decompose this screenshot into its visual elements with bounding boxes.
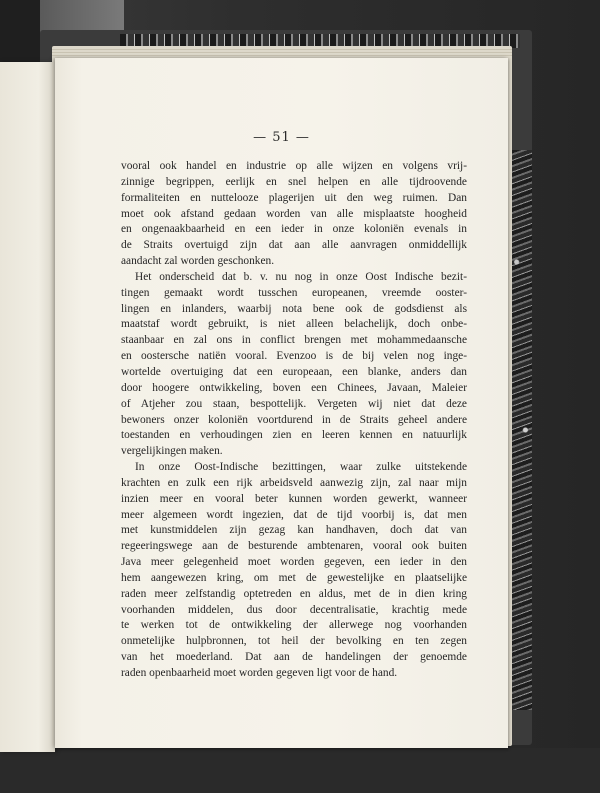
paragraph-3 — [121, 460, 467, 682]
text-line: maatstaf wordt gebruikt, is niet alleen belachelijk, doch onbe- — [121, 318, 467, 331]
text-line: meer algemeen wordt ingezien, dat de tijd voorbij is, dat men — [121, 508, 467, 521]
text-line: regeeringswege aan de besturende ambtenaren, vooral ook buiten — [121, 540, 467, 553]
left-page — [0, 62, 55, 752]
text-line: van het moederland. Dat aan de handelingen der genoemde — [121, 651, 467, 664]
text-line: formaliteiten en nuttelooze plagerijen uit den weg ruimen. Dan — [121, 191, 467, 204]
text-line: aandacht zal worden geschonken. — [121, 255, 275, 268]
text-line: bewoners onzer koloniën voortdurend in de Straits geheel andere — [121, 413, 467, 426]
text-line: raden openbaarheid moet worden gegeven ligt voor de hand. — [121, 667, 398, 679]
text-line: raden meer zelfstandig optetreden en aldus, met de in dien kring — [121, 587, 467, 600]
text-line: of Atjeher zou staan, bespottelijk. Vergeten wij niet dat deze — [121, 397, 467, 410]
text-line: vergelijkingen maken. — [121, 445, 223, 458]
text-line: wortelde overtuiging dat een europeaan, een blanke, anders dan — [121, 365, 467, 378]
text-line: toestanden en verhoudingen zien en leeren kennen en natuurlijk — [121, 429, 467, 442]
marbled-edge-side — [510, 150, 532, 710]
text-line: en ongenaakbaarheid en een ieder in onze koloniën evenals in — [121, 223, 467, 236]
text-line: inzien meer en vooral beter kunnen worden gewerkt, wanneer — [121, 492, 467, 505]
text-line: vooral ook handel en industrie op alle wijzen en volgens vrij- — [121, 160, 467, 172]
paragraph-1 — [121, 159, 467, 270]
page-number: — 51 — — [253, 130, 310, 145]
text-line: zinnige begrippen, eerlijk en snel helpen en alle tijdroovende — [121, 175, 467, 188]
book-page — [55, 58, 508, 748]
text-line: onmetelijke hulpbronnen, tot heil der bevolking en ten zegen — [121, 635, 467, 648]
text-line: tingen gemaakt wordt tusschen europeanen, vreemde ooster- — [121, 286, 467, 299]
text-line: te werken tot de ontwikkeling der allerwege nog voorhanden — [121, 619, 467, 632]
text-line: Het onderscheid dat b. v. nu nog in onze Oost Indische bezit- — [135, 270, 467, 283]
text-line: In onze Oost-Indische bezittingen, waar zulke uitstekende — [135, 461, 467, 474]
text-line: door hoogere ontwikkeling, boven een Chinees, Javaan, Maleier — [121, 381, 467, 394]
text-line: hem aangewezen kring, om met de gewestelijke en plaatselijke — [121, 571, 467, 584]
text-line: met kunstmiddelen zijn gezag kan handhaven, doch dat van — [121, 524, 467, 537]
text-line: de Straits overtuigd zijn dat aan alle aanvragen onmiddellijk — [121, 239, 467, 252]
text-line: en oostersche natiën vooral. Evenzoo is de bij velen nog inge- — [121, 350, 467, 363]
body-text — [121, 159, 467, 682]
text-line: voorhanden middelen, dus door decentralisatie, krachtig mede — [121, 603, 467, 616]
text-line: staanbaar en zal ons in conflict brengen met mohammedaansche — [121, 334, 467, 347]
paragraph-2 — [121, 270, 467, 460]
text-line: krachten en zulk een rijk arbeidsveld aanwezig zijn, zal naar mijn — [121, 476, 467, 489]
text-line: lingen en inlanders, waarbij nota bene ook de godsdienst als — [121, 302, 467, 315]
background-bottom — [0, 748, 600, 793]
text-line: moet ook afstand gedaan worden van alle misplaatste hoogheid — [121, 207, 467, 220]
text-line: Java meer gelegenheid moet worden gegeven, een ieder in den — [121, 556, 467, 569]
